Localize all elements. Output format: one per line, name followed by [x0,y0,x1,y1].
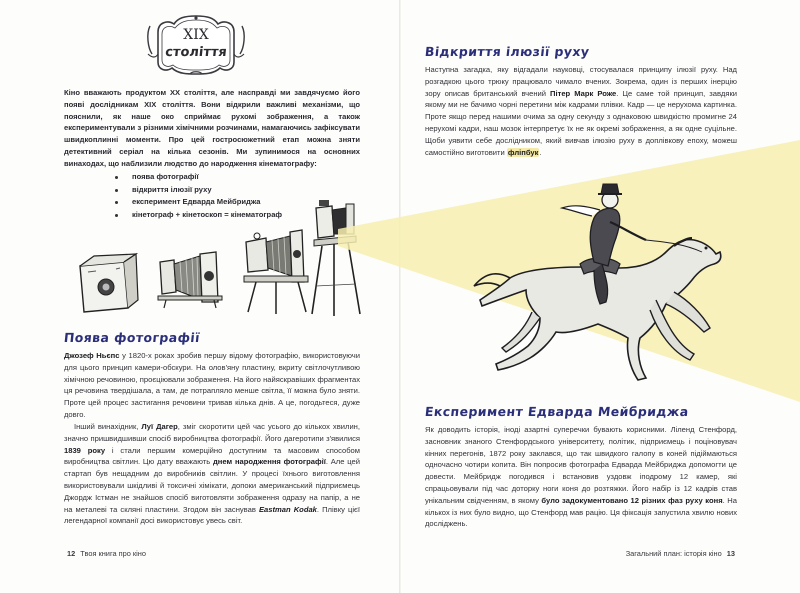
page-number: 12 [67,549,76,558]
brand-kodak: Eastman Kodak [258,504,317,514]
name-niepce: Джозеф Ньєпс [64,351,120,360]
illusion-paragraph [425,64,737,158]
birthday-phrase: днем народження фотографії [212,457,326,467]
name-daguerre: Луї Дагер [141,422,178,431]
p2-text: . Плівку цієї легендарної компанії досі використовує увесь світ. [64,504,360,526]
list-item: кінетограф + кінетоскоп = кінематограф [110,209,350,222]
s2-text: Як доводить історія, іноді азартні суперечки бувають корисними. Ліленд Стенфорд, засновник знаного Стенфордського університету, політик, підприємець і поціновувач кінних перегонів, 1872 року заклався, що так швидкого галопу в коней підіймаються одночасно чотири копита. Він попросив фотографа Едварда Мейбриджа допомогти це довести. Мейбридж погодився і встановив уздовж іподрому 12 камер, які спрацьовували під час доторку ноги коня до розтяжки. Його набір із 12 кадрів став унікальним свідченням, в якому [425,425,737,505]
phases-phrase: було задокументовано 12 різних фаз руху коня [541,495,723,505]
s1-text: Наступна загадка, яку відгадали науковці, стосувалася принципу ілюзії руху. Над розгадкою цього трюку працювало чимало вчених. Зокрема, один із перших інерцію зору описав британський вчений [425,65,737,98]
book-title: Твоя книга про кіно [80,549,146,558]
list-item: експеримент Едварда Мейбриджа [110,196,350,209]
s1-text: . Це саме той принцип, завдяки якому ми не бачимо чорні перетини між кадрами плівки. Кадр — це нерухома картинка. Проте якщо перед нашими очима за одну секунду з однаковою швидкістю промигне 24 нерухомі кадри, наш мозок інтерпретує їх не як окремі зображення, а як одне суцільне. Щоби уявити себе дослідником, який вивчав ілюзію руху в доплівкову епоху, можеш самостійно виготовити [425,88,738,157]
p2-text: . Але цей стартап був нещадним до виробників світлин. У процесі їхнього виготовлення використовували шкідливі й токсичні хімікати, допоки американський підприємець Джордж Істман не знайшов спосіб виготовляти зображення одразу на папір, а не на металеві та скляні пластини. Згодом він заснував [64,457,360,514]
muybridge-paragraph [425,424,737,530]
badge-line-2: століття [164,45,228,60]
p1-text: у 1820-х роках зробив першу відому фотографію, використовуючи для цього принцип камери-обскури. На олов'яну пластину, вкриту світлочутливою хімічною речовиною, проєціювали зображення. На його найяскравіших фрагментах ця речовина твердішала, а там, де потрапляло менше світла, її можна було зняти. Проте цей процес застигання речовини тривав кілька днів. А це, погодьтеся, дуже довго. [64,351,360,419]
list-item: відкриття ілюзії руху [110,184,350,197]
name-roget: Пітер Марк Роже [550,88,617,98]
intro-paragraph: Кіно вважають продуктом XX століття, але насправді ми завдячуємо його появі дослідникам XIX століття. Вони відкрили важливі механізми, що пояснили, як наше око сприймає рухомі зображення, а також експериментували з різними хімічними розчинами, намагаючись зафіксувати швидкоплинні моменти. Про цей гостросюжетний етап можна зняти детективний серіал на кілька сезонів. Ми зупинимося на основних винаходах, що наблизили людство до народження кінематографу: [64,88,360,168]
p2-text: , зміг скоротити цей час усього до кількох хвилин, значно пришвидшивши спосіб виробництва фотографії. Його дагеротипи з'явилися [64,422,360,443]
badge-line-1: XIX [183,27,209,43]
year-1839: 1839 року [64,445,106,455]
s2-text: . На кількох із них було видно, що Стенфорд мав рацію. Ця фіксація запустила хвилю нових досліджень. [425,495,737,529]
section-title-photography: Поява фотографії [63,330,201,345]
p2-text: і стали першим комерційно доступним та масовим способом виробництва світлин. Цю дату вважають [64,445,360,467]
list-item: поява фотографії [110,171,350,184]
flipbook-term: флiпбук [507,147,539,157]
book-section-title: Загальний план: історія кіно [625,549,722,558]
section-title-muybridge: Експеримент Едварда Мейбриджа [424,404,690,419]
horse-rider-icon [470,182,740,402]
right-footer [614,549,738,558]
s1-text: . [539,147,542,157]
page-number: 13 [726,549,735,558]
p2-text: Інший винахідник, [74,422,142,431]
section-title-illusion: Відкриття ілюзії руху [424,44,591,59]
